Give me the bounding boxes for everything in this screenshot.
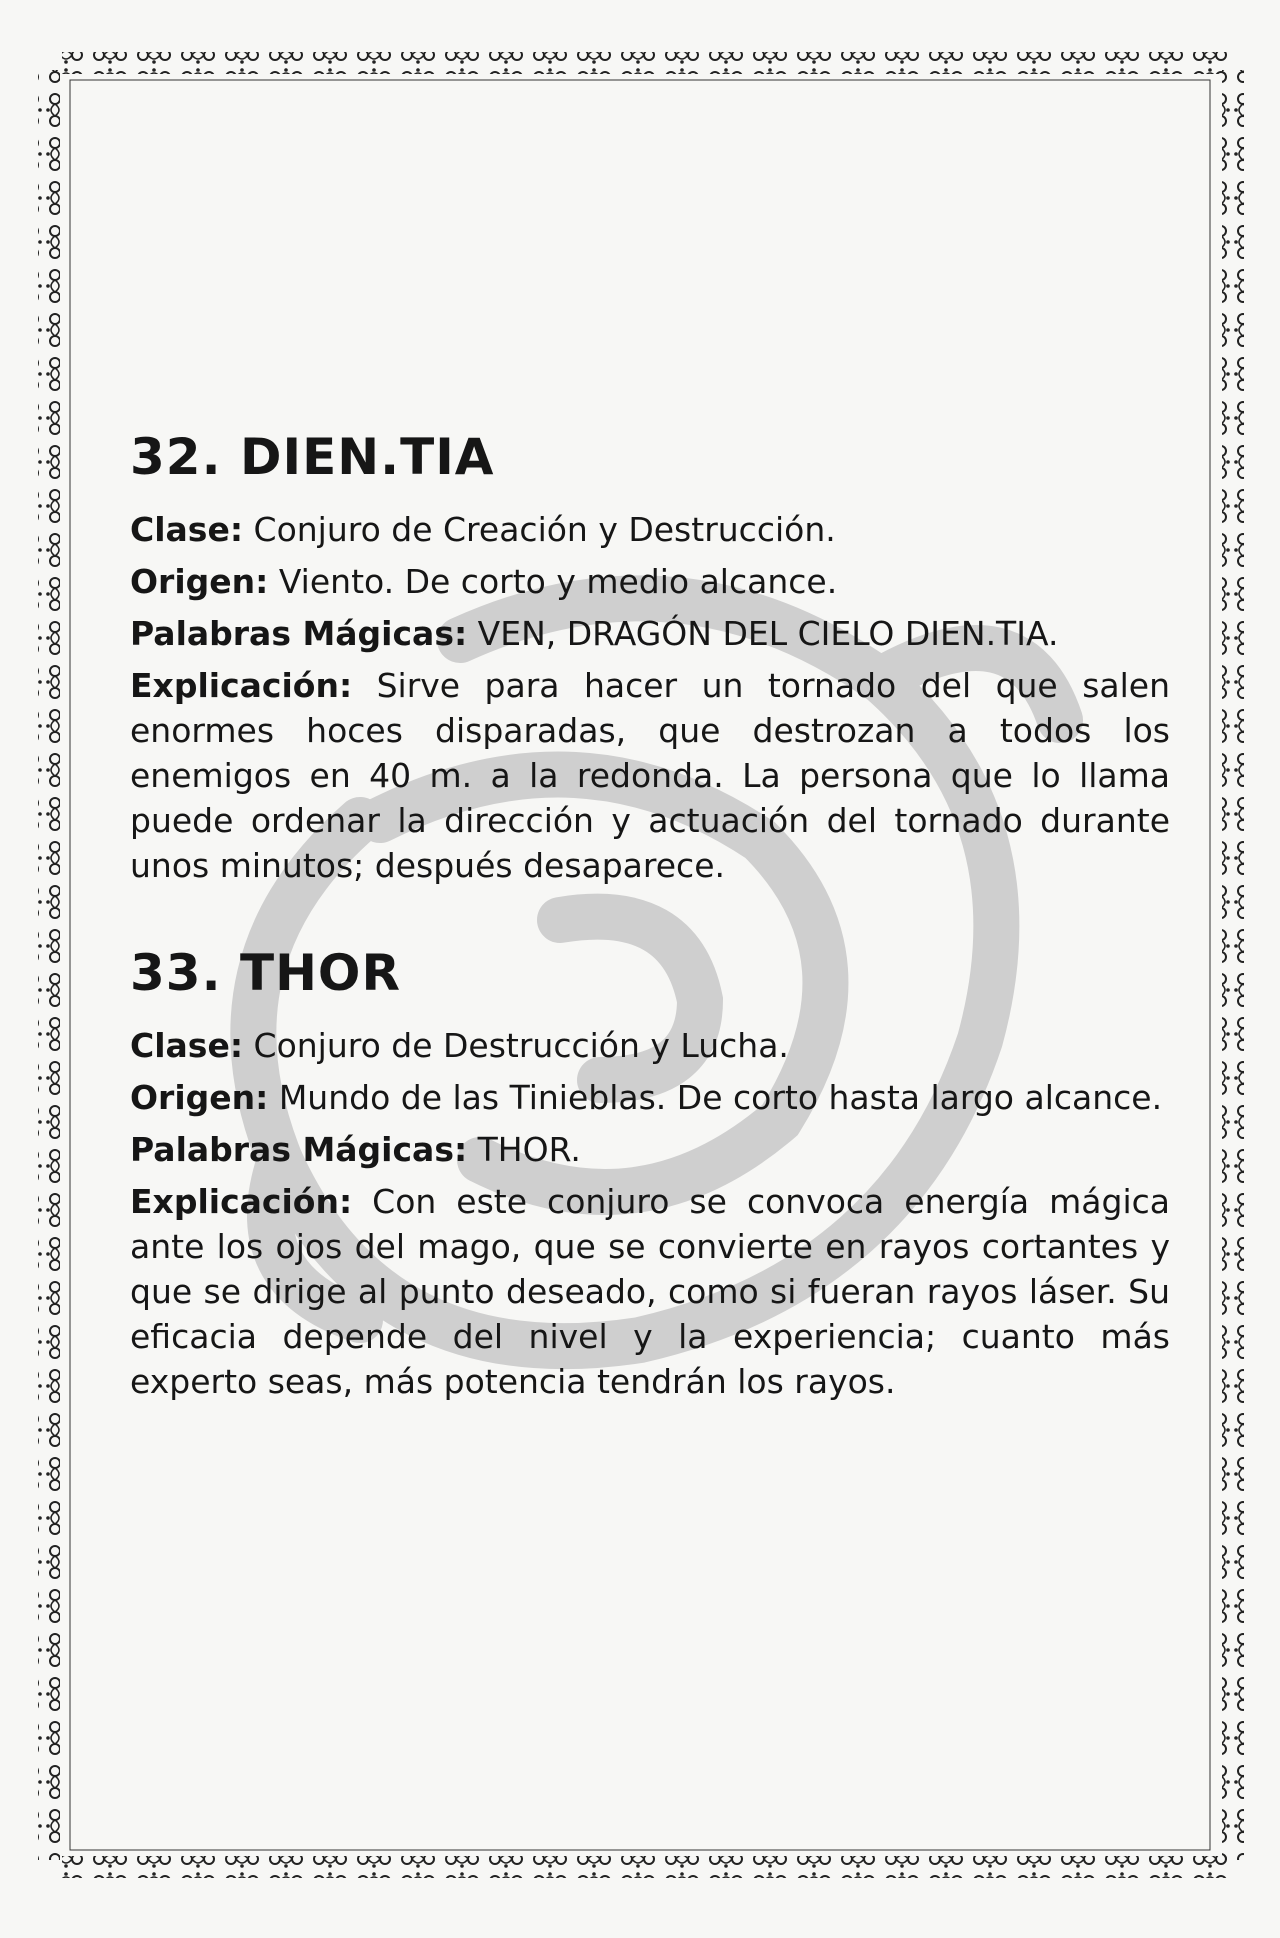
spell-class — [130, 1023, 1170, 1068]
explanation-label: Explicación: — [130, 1182, 353, 1221]
words-label: Palabras Mágicas: — [130, 614, 468, 653]
origin-label: Origen: — [130, 562, 269, 601]
class-label: Clase: — [130, 510, 244, 549]
spell-entry — [130, 946, 1170, 1404]
words-value: VEN, DRAGÓN DEL CIELO DIEN.TIA. — [467, 614, 1059, 653]
origin-label: Origen: — [130, 1078, 269, 1117]
class-value: Conjuro de Destrucción y Lucha. — [243, 1026, 789, 1065]
spell-words — [130, 611, 1170, 656]
spell-title: 32. DIEN.TIA — [130, 428, 495, 486]
words-value: THOR. — [467, 1130, 581, 1169]
spell-explanation — [130, 663, 1170, 888]
spell-list — [130, 430, 1170, 1462]
spell-origin — [130, 559, 1170, 604]
class-label: Clase: — [130, 1026, 244, 1065]
words-label: Palabras Mágicas: — [130, 1130, 468, 1169]
spell-entry — [130, 430, 1170, 888]
spell-class — [130, 507, 1170, 552]
spell-origin — [130, 1075, 1170, 1120]
explanation-value: Con este conjuro se convoca energía mágica ante los ojos del mago, que se convierte en rayos cortantes y que se dirige al punto deseado, como si fueran rayos láser. Su eficacia depende del nivel y la experiencia; cuanto más experto seas, más potencia tendrán los rayos. — [130, 1182, 1170, 1401]
origin-value: Viento. De corto y medio alcance. — [268, 562, 838, 601]
class-value: Conjuro de Creación y Destrucción. — [243, 510, 836, 549]
spell-words — [130, 1127, 1170, 1172]
explanation-label: Explicación: — [130, 666, 353, 705]
origin-value: Mundo de las Tinieblas. De corto hasta largo alcance. — [268, 1078, 1163, 1117]
explanation-value: Sirve para hacer un tornado del que salen enormes hoces disparadas, que destrozan a todos los enemigos en 40 m. a la redonda. La persona que lo llama puede ordenar la dirección y actuación del tornado durante unos minutos; después desaparece. — [130, 666, 1170, 885]
spell-title: 33. THOR — [130, 944, 401, 1002]
spell-explanation — [130, 1179, 1170, 1404]
